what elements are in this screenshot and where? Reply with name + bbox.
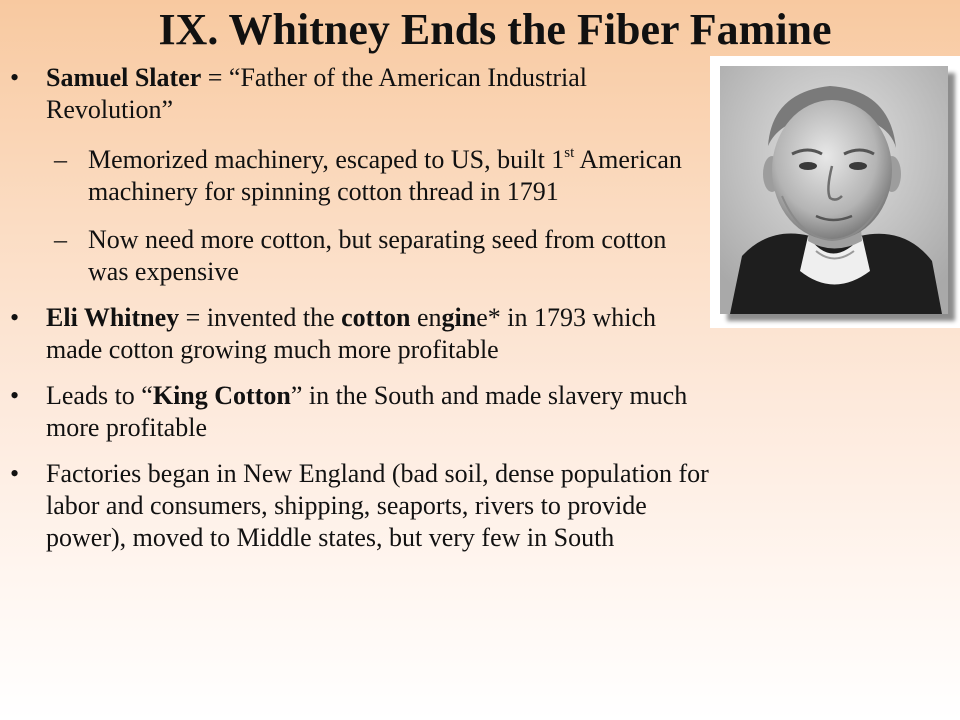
subbullet-text: American machinery for spinning cotton thread in 1791 bbox=[88, 145, 682, 206]
portrait-illustration bbox=[720, 66, 948, 314]
bullet-marker: • bbox=[10, 381, 20, 410]
bullet-bold-text: King Cotton bbox=[152, 381, 291, 410]
subbullet-text: Memorized machinery, escaped to US, built 1 bbox=[88, 145, 565, 174]
superscript-text: st bbox=[564, 145, 575, 161]
bullet-marker: • bbox=[10, 303, 20, 332]
bullet-bold-text: cotton bbox=[341, 303, 411, 332]
slide-content bbox=[10, 62, 710, 554]
bullet-bold-text: Eli Whitney bbox=[46, 303, 180, 332]
bullet-text: e* in 1793 which made cotton growing much more profitable bbox=[46, 303, 657, 364]
bullet-marker: • bbox=[10, 459, 20, 488]
bullet-text: = “Father of the American Industrial Revolution” bbox=[46, 63, 588, 124]
bullet-text: Leads to “ bbox=[46, 381, 153, 410]
subbullet-text: Now need more cotton, but separating seed from cotton was expensive bbox=[88, 225, 667, 286]
bullet-bold-text: gin bbox=[441, 303, 477, 332]
bullet-text: Factories began in New England (bad soil, dense population for labor and consumers, shipping, seaports, rivers to provide power), moved to Middle states, but very few in South bbox=[46, 459, 709, 552]
portrait-frame bbox=[710, 56, 960, 328]
portrait-image bbox=[720, 66, 948, 314]
subbullet-need-more-cotton bbox=[10, 224, 710, 288]
dash-marker: – bbox=[54, 145, 67, 174]
bullet-marker: • bbox=[10, 63, 20, 92]
bullet-king-cotton bbox=[10, 380, 710, 444]
bullet-text: ” in the South and made slavery much more profitable bbox=[46, 381, 688, 442]
subbullet-memorized-machinery bbox=[10, 144, 710, 208]
slide-title: IX. Whitney Ends the Fiber Famine bbox=[158, 5, 832, 54]
bullet-text: = invented the bbox=[179, 303, 342, 332]
bullet-bold-text: Samuel Slater bbox=[46, 63, 202, 92]
bullet-factories bbox=[10, 458, 710, 554]
bullet-samuel-slater bbox=[10, 62, 710, 126]
bullet-text: en bbox=[410, 303, 442, 332]
dash-marker: – bbox=[54, 225, 67, 254]
bullet-eli-whitney bbox=[10, 302, 710, 366]
